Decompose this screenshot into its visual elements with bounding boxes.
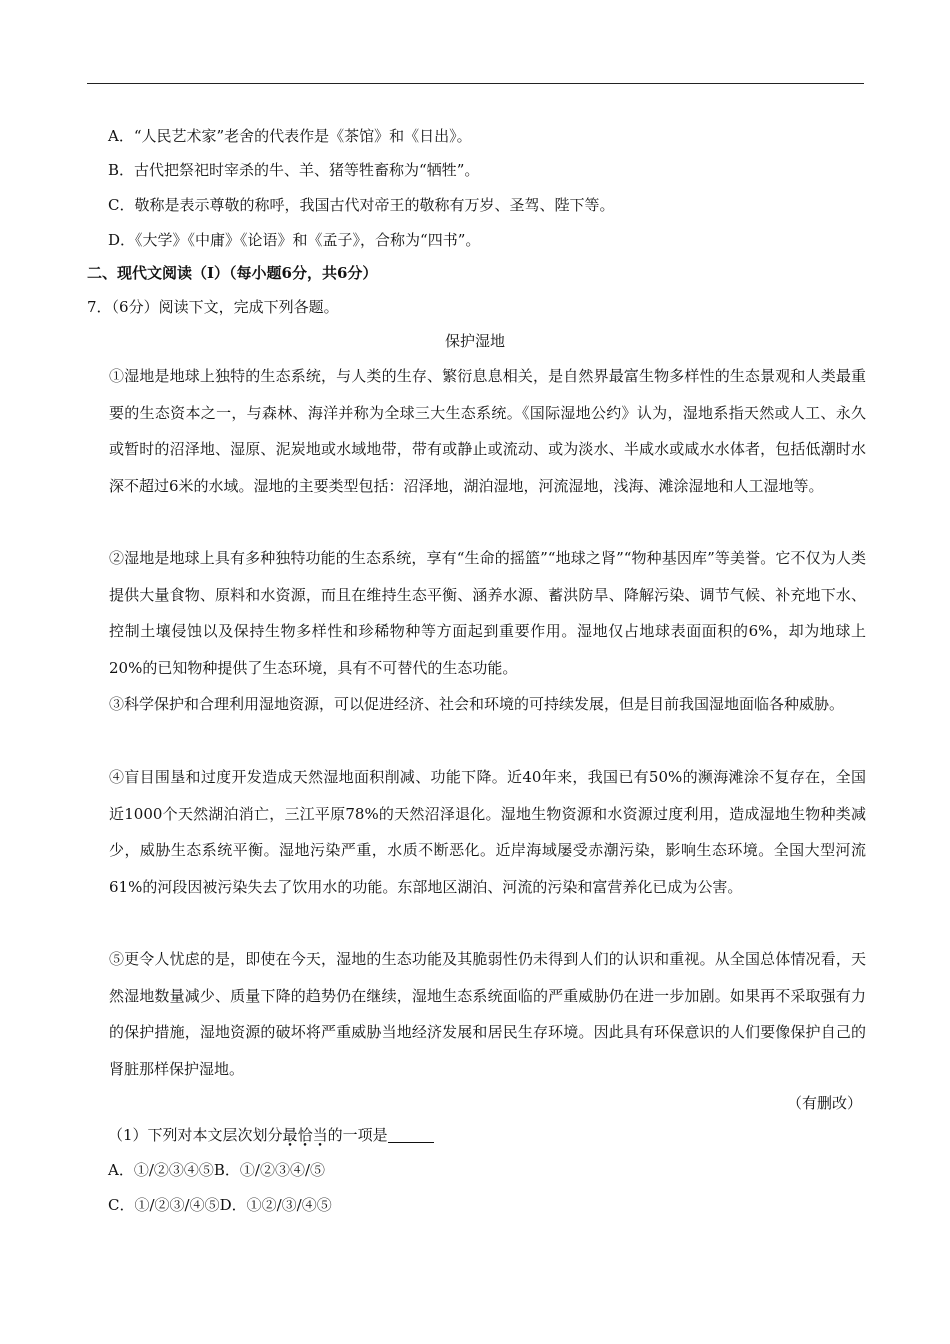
option-c: C．敬称是表示尊敬的称呼，我国古代对帝王的敬称有万岁、圣驾、陛下等。 <box>108 196 615 214</box>
option-b: B．古代把祭祀时宰杀的牛、羊、猪等牲畜称为“牺牲”。 <box>108 161 480 179</box>
source-note: （有删改） <box>786 1094 862 1112</box>
article-title: 保护湿地 <box>444 332 505 350</box>
paragraph-1: ①湿地是地球上独特的生态系统，与人类的生存、繁衍息息相关，是自然界最富生物多样性的生态景观和人类最重要的生态资本之一，与森林、海洋并称为全球三大生态系统。《国际湿地公约》认为，湿地系指天然或人工、永久或暂时的沼泽地、湿原、泥炭地或水域地带，带有或静止或流动、或为淡水、半咸水或咸水水体者，包括低潮时水深不超过6米的水域。湿地的主要类型包括：沼泽地，湖泊湿地，河流湿地，浅海、滩涂湿地和人工湿地等。 <box>109 367 866 495</box>
option-a: A．“人民艺术家”老舍的代表作是《茶馆》和《日出》。 <box>108 127 472 145</box>
emphasis-char: 恰 <box>297 1126 313 1144</box>
subquestion-1 <box>108 1125 434 1145</box>
subquestion-prefix: （1）下列对本文层次划分 <box>108 1126 283 1144</box>
emphasis-char: 最 <box>282 1126 298 1144</box>
subquestion-options-row-2: C．①/②③/④⑤D．①②/③/④⑤ <box>108 1196 332 1214</box>
paragraph-5: ⑤更令人忧虑的是，即使在今天，湿地的生态功能及其脆弱性仍未得到人们的认识和重视。从全国总体情况看，天然湿地数量减少、质量下降的趋势仍在继续，湿地生态系统面临的严重威胁仍在进一步加剧。如果再不采取强有力的保护措施，湿地资源的破坏将严重威胁当地经济发展和居民生存环境。因此具有环保意识的人们要像保护自己的肾脏那样保护湿地。 <box>109 950 866 1078</box>
subquestion-suffix: 的一项是 <box>327 1126 388 1144</box>
paragraph-3: ③科学保护和合理利用湿地资源，可以促进经济、社会和环境的可持续发展，但是目前我国湿地面临各种威胁。 <box>109 695 845 713</box>
paragraph-4: ④盲目围垦和过度开发造成天然湿地面积削减、功能下降。近40年来，我国已有50%的濒海滩涂不复存在，全国近1000个天然湖泊消亡，三江平原78%的天然沼泽退化。湿地生物资源和水资源过度利用，造成湿地生物种类减少，威胁生态系统平衡。湿地污染严重，水质不断恶化。近岸海域屡受赤潮污染，影响生态环境。全国大型河流61%的河段因被污染失去了饮用水的功能。东部地区湖泊、河流的污染和富营养化已成为公害。 <box>109 768 866 896</box>
subquestion-options-row-1: A．①/②③④⑤B．①/②③④/⑤ <box>108 1161 326 1179</box>
paragraph-2: ②湿地是地球上具有多种独特功能的生态系统，享有“生命的摇篮”“地球之肾”“物种基因库”等美誉。它不仅为人类提供大量食物、原料和水资源，而且在维持生态平衡、涵养水源、蓄洪防旱、降解污染、调节气候、补充地下水、控制土壤侵蚀以及保持生物多样性和珍稀物种等方面起到重要作用。湿地仅占地球表面面积的6%，却为地球上20%的已知物种提供了生态环境，具有不可替代的生态功能。 <box>109 549 866 677</box>
emphasis-char: 当 <box>312 1126 328 1144</box>
section-title: 二、现代文阅读（I）（每小题6分，共6分） <box>87 264 378 282</box>
question-7: 7．（6分）阅读下文，完成下列各题。 <box>87 298 339 316</box>
header-rule <box>87 83 864 84</box>
answer-blank <box>388 1126 434 1143</box>
option-d: D．《大学》《中庸》《论语》和《孟子》，合称为“四书”。 <box>108 231 481 249</box>
